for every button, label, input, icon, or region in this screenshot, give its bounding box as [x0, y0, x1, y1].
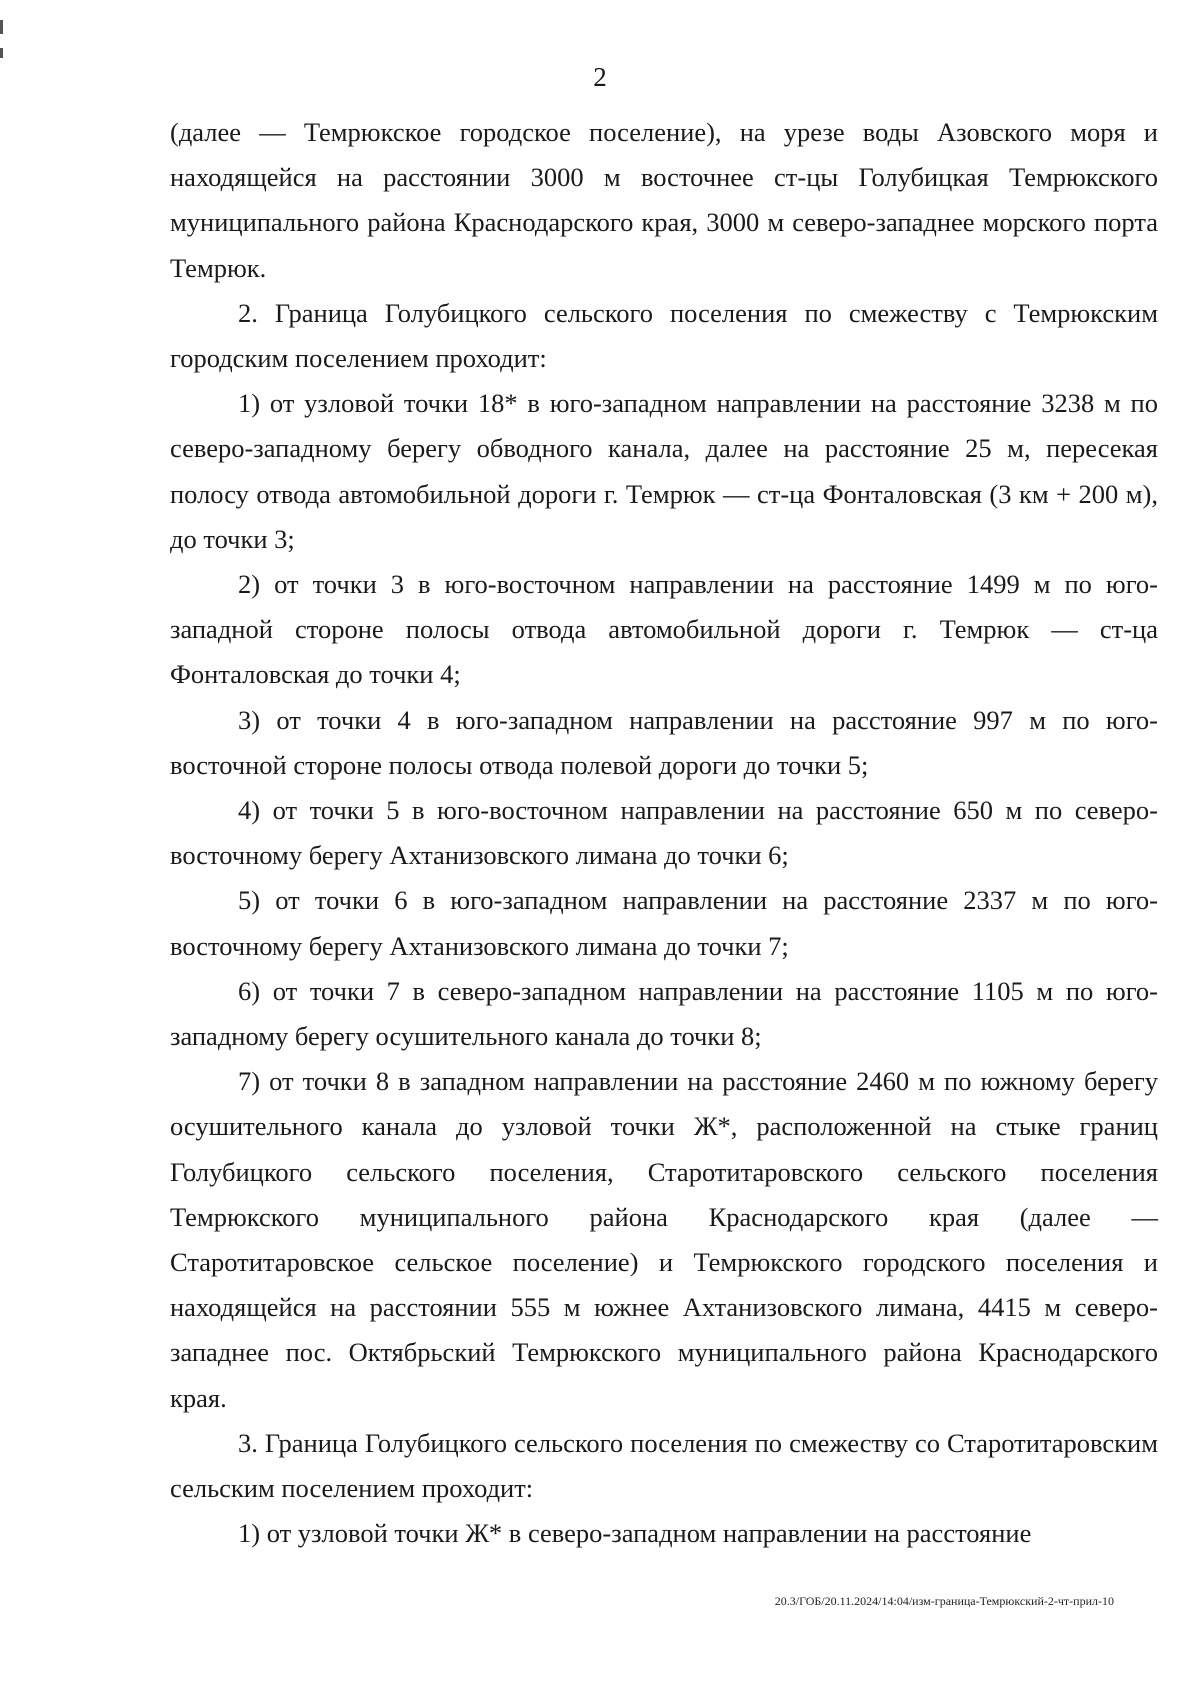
document-footer-code: 20.3/ГОБ/20.11.2024/14:04/изм-граница-Темрюкский-2-чт-прил-10 [774, 1594, 1114, 1608]
paragraph: 2) от точки 3 в юго-восточном направлении на расстояние 1499 м по юго-западной стороне полосы отвода автомобильной дороги г. Темрюк — ст-ца Фонталовская до точки 4; [170, 569, 1158, 690]
paragraph: 1) от узловой точки 18* в юго-западном направлении на расстояние 3238 м по северо-западному берегу обводного канала, далее на расстояние 25 м, пересекая полосу отвода автомобильной дороги г. Темрюк — ст-ца Фонталовская (3 км + 200 м), до точки 3; [170, 388, 1158, 554]
paragraph: 7) от точки 8 в западном направлении на расстояние 2460 м по южному берегу осушительного канала до узловой точки Ж*, расположенной на стыке границ Голубицкого сельского поселения, Старотитаровского сельского поселения Темрюкского муниципального района Краснодарского края (далее — Старотитаровское сельское поселение) и Темрюкского городского поселения и находящейся на расстоянии 555 м южнее Ахтанизовского лимана, 4415 м северо-западнее пос. Октябрьский Темрюкского муниципального района Краснодарского края. [170, 1066, 1158, 1413]
paragraph: 5) от точки 6 в юго-западном направлении на расстояние 2337 м по юго-восточному берегу Ахтанизовского лимана до точки 7; [170, 885, 1158, 961]
page-number: 2 [593, 62, 607, 92]
paragraph: 3. Граница Голубицкого сельского поселения по смежеству со Старотитаровским сельским поселением проходит: [170, 1427, 1158, 1504]
paragraph: 2. Граница Голубицкого сельского поселения по смежеству с Темрюкским городским поселением проходит: [170, 297, 1158, 374]
paragraph: 1) от узловой точки Ж* в северо-западном направлении на расстояние [238, 1518, 1032, 1549]
paragraph: 3) от точки 4 в юго-западном направлении на расстояние 997 м по юго-восточной стороне полосы отвода полевой дороги до точки 5; [170, 704, 1158, 780]
scan-edge-mark [0, 48, 3, 58]
paragraph: (далее — Темрюкское городское поселение), на урезе воды Азовского моря и находящейся на расстоянии 3000 м восточнее ст-цы Голубицкая Темрюкского муниципального района Краснодарского края, 3000 м северо-западнее морского порта Темрюк. [170, 117, 1158, 283]
paragraph: 4) от точки 5 в юго-восточном направлении на расстояние 650 м по северо-восточному берегу Ахтанизовского лимана до точки 6; [170, 795, 1158, 871]
paragraph: 6) от точки 7 в северо-западном направлении на расстояние 1105 м по юго-западному берегу осушительного канала до точки 8; [170, 975, 1158, 1052]
scan-edge-mark [0, 20, 3, 34]
document-body [170, 110, 1158, 1557]
